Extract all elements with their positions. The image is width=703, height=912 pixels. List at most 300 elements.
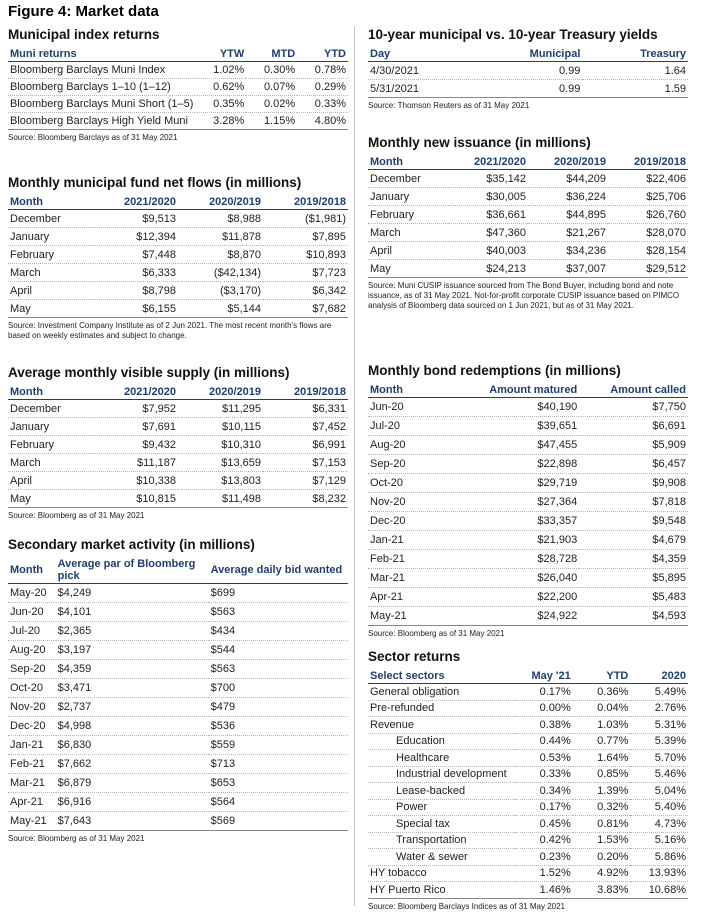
column-header: MTD <box>246 48 297 62</box>
table-row <box>368 783 688 800</box>
table-cell: April <box>368 242 448 260</box>
table-cell: Lease-backed <box>368 783 515 800</box>
table-cell: 1.03% <box>573 717 631 734</box>
column-header: 2019/2018 <box>263 196 348 210</box>
table-cell: Dec-20 <box>368 512 464 531</box>
table-cell: $26,760 <box>608 206 688 224</box>
column-header: Municipal <box>477 48 583 62</box>
table-row <box>368 799 688 816</box>
table-cell: $28,728 <box>464 550 579 569</box>
table-cell: Industrial development <box>368 766 515 783</box>
table-cell: $22,406 <box>608 170 688 188</box>
table-row <box>368 455 688 474</box>
column-header: May '21 <box>515 670 573 684</box>
table-cell: ($1,981) <box>263 210 348 228</box>
table-cell: $10,115 <box>178 418 263 436</box>
table-row <box>368 607 688 626</box>
table-cell: 5/31/2021 <box>368 80 477 98</box>
table-cell: $47,360 <box>448 224 528 242</box>
table-cell: $6,333 <box>93 264 178 282</box>
table-row <box>8 264 348 282</box>
table-cell: $10,893 <box>263 246 348 264</box>
column-header: YTW <box>195 48 246 62</box>
table-row <box>368 766 688 783</box>
table-cell: $7,153 <box>263 454 348 472</box>
table-cell: Bloomberg Barclays High Yield Muni <box>8 113 195 130</box>
table-cell: $4,359 <box>579 550 688 569</box>
table-cell: May-21 <box>368 607 464 626</box>
table-cell: 0.02% <box>246 96 297 113</box>
table-cell: Apr-21 <box>8 793 56 812</box>
source-note: Source: Bloomberg Barclays as of 31 May 2021 <box>8 133 178 142</box>
table-cell: Dec-20 <box>8 717 56 736</box>
table-cell: $28,154 <box>608 242 688 260</box>
table-cell: Jul-20 <box>8 622 56 641</box>
table-cell: $7,750 <box>579 398 688 417</box>
table-cell: $21,267 <box>528 224 608 242</box>
table-cell: December <box>368 170 448 188</box>
table-row <box>368 474 688 493</box>
table-cell: $9,432 <box>93 436 178 454</box>
table-cell: 0.53% <box>515 750 573 767</box>
column-header: Day <box>368 48 477 62</box>
table-cell: December <box>8 210 93 228</box>
table-cell: 5.31% <box>630 717 688 734</box>
table-row <box>8 96 348 113</box>
table-cell: 0.30% <box>246 62 297 79</box>
table-cell: $2,365 <box>56 622 209 641</box>
table-cell: $700 <box>209 679 348 698</box>
table-cell: March <box>8 264 93 282</box>
table-cell: $13,659 <box>178 454 263 472</box>
table-cell: March <box>368 224 448 242</box>
table-cell: $8,232 <box>263 490 348 508</box>
source-note: Source: Bloomberg as of 31 May 2021 <box>8 511 145 520</box>
table-cell: Aug-20 <box>368 436 464 455</box>
table-cell: February <box>368 206 448 224</box>
table-cell: $559 <box>209 736 348 755</box>
table-cell: 5.40% <box>630 799 688 816</box>
yields-table <box>368 48 688 98</box>
table-cell: Special tax <box>368 816 515 833</box>
table-row <box>8 641 348 660</box>
table-cell: $5,909 <box>579 436 688 455</box>
table-cell: Jun-20 <box>8 603 56 622</box>
table-cell: 5.70% <box>630 750 688 767</box>
table-row <box>8 454 348 472</box>
section-title: 10-year municipal vs. 10-year Treasury yields <box>368 27 658 42</box>
table-cell: $6,155 <box>93 300 178 318</box>
table-cell: $713 <box>209 755 348 774</box>
table-cell: $479 <box>209 698 348 717</box>
table-cell: 0.33% <box>297 96 348 113</box>
table-cell: $34,236 <box>528 242 608 260</box>
table-cell: 5.16% <box>630 832 688 849</box>
table-cell: January <box>8 228 93 246</box>
table-cell: $40,190 <box>464 398 579 417</box>
table-cell: 5.49% <box>630 684 688 701</box>
table-cell: 5.39% <box>630 733 688 750</box>
column-header: Average daily bid wanted <box>209 558 348 584</box>
table-row <box>368 588 688 607</box>
table-cell: 0.35% <box>195 96 246 113</box>
column-header: 2020/2019 <box>528 156 608 170</box>
table-cell: $4,249 <box>56 584 209 603</box>
column-header: 2019/2018 <box>263 386 348 400</box>
table-row <box>368 260 688 278</box>
table-cell: $7,682 <box>263 300 348 318</box>
table-cell: Bloomberg Barclays Muni Short (1–5) <box>8 96 195 113</box>
table-row <box>368 224 688 242</box>
table-cell: $36,224 <box>528 188 608 206</box>
table-cell: 2.76% <box>630 700 688 717</box>
column-header: 2021/2020 <box>448 156 528 170</box>
section-title: Sector returns <box>368 649 461 664</box>
table-row <box>8 793 348 812</box>
table-row <box>368 882 688 899</box>
table-cell: Bloomberg Barclays 1–10 (1–12) <box>8 79 195 96</box>
table-cell: Feb-21 <box>368 550 464 569</box>
fund-flows-section <box>8 174 348 364</box>
column-header: Muni returns <box>8 48 195 62</box>
table-cell: $653 <box>209 774 348 793</box>
column-header: Amount called <box>579 384 688 398</box>
table-row <box>368 733 688 750</box>
table-cell: Healthcare <box>368 750 515 767</box>
yields-section <box>368 26 688 134</box>
table-row <box>368 684 688 701</box>
secondary-section <box>8 536 348 844</box>
table-row <box>368 206 688 224</box>
table-header-row <box>8 196 348 210</box>
table-row <box>368 62 688 80</box>
table-cell: Nov-20 <box>368 493 464 512</box>
table-cell: Nov-20 <box>8 698 56 717</box>
table-cell: $9,908 <box>579 474 688 493</box>
table-header-row <box>8 558 348 584</box>
source-note: Source: Bloomberg as of 31 May 2021 <box>8 834 145 843</box>
table-cell: $563 <box>209 603 348 622</box>
column-header: Amount matured <box>464 384 579 398</box>
section-title: Secondary market activity (in millions) <box>8 537 255 552</box>
column-header: Month <box>8 386 93 400</box>
table-cell: April <box>8 282 93 300</box>
table-row <box>8 228 348 246</box>
table-cell: $3,471 <box>56 679 209 698</box>
source-note: Source: Muni CUSIP issuance sourced from The Bond Buyer, including bond and note issuance, as of 31 May 2021. Not-for-profit corporate CUSIP issuance based on PIMCO analysis of Bloomberg data sourced on 1 Jun 2021, but as of 31 May 2021. <box>368 281 680 310</box>
table-cell: 0.33% <box>515 766 573 783</box>
table-cell: $26,040 <box>464 569 579 588</box>
table-cell: April <box>8 472 93 490</box>
table-cell: $37,007 <box>528 260 608 278</box>
table-cell: $563 <box>209 660 348 679</box>
table-cell: 5.86% <box>630 849 688 866</box>
table-cell: $36,661 <box>448 206 528 224</box>
table-cell: $10,815 <box>93 490 178 508</box>
table-cell: May <box>8 490 93 508</box>
table-cell: $7,448 <box>93 246 178 264</box>
table-cell: $5,144 <box>178 300 263 318</box>
table-cell: Mar-21 <box>8 774 56 793</box>
table-cell: 0.42% <box>515 832 573 849</box>
table-cell: $6,691 <box>579 417 688 436</box>
table-cell: 0.81% <box>573 816 631 833</box>
column-header: 2020/2019 <box>178 386 263 400</box>
table-cell: Sep-20 <box>368 455 464 474</box>
table-cell: 13.93% <box>630 865 688 882</box>
table-cell: $536 <box>209 717 348 736</box>
table-cell: $7,691 <box>93 418 178 436</box>
table-cell: $10,338 <box>93 472 178 490</box>
table-cell: January <box>368 188 448 206</box>
table-header-row <box>8 48 348 62</box>
table-cell: $27,364 <box>464 493 579 512</box>
table-cell: $11,187 <box>93 454 178 472</box>
table-cell: Jan-21 <box>368 531 464 550</box>
sector-section <box>368 648 688 912</box>
table-cell: ($3,170) <box>178 282 263 300</box>
muni-index-section <box>8 26 348 174</box>
table-row <box>368 832 688 849</box>
table-cell: Education <box>368 733 515 750</box>
table-cell: $11,498 <box>178 490 263 508</box>
table-row <box>368 436 688 455</box>
column-header: YTD <box>297 48 348 62</box>
table-cell: HY Puerto Rico <box>368 882 515 899</box>
column-header: 2021/2020 <box>93 196 178 210</box>
table-cell: 0.38% <box>515 717 573 734</box>
redemptions-section <box>368 362 688 648</box>
table-cell: $4,101 <box>56 603 209 622</box>
table-cell: 0.34% <box>515 783 573 800</box>
table-cell: 0.00% <box>515 700 573 717</box>
table-row <box>8 62 348 79</box>
table-cell: $25,706 <box>608 188 688 206</box>
section-title: Monthly bond redemptions (in millions) <box>368 363 621 378</box>
table-cell: $24,213 <box>448 260 528 278</box>
table-row <box>8 246 348 264</box>
table-header-row <box>8 386 348 400</box>
table-row <box>368 865 688 882</box>
table-cell: Power <box>368 799 515 816</box>
table-cell: $28,070 <box>608 224 688 242</box>
table-cell: $4,359 <box>56 660 209 679</box>
table-cell: $6,342 <box>263 282 348 300</box>
table-cell: $7,895 <box>263 228 348 246</box>
table-cell: 0.77% <box>573 733 631 750</box>
table-cell: 0.17% <box>515 799 573 816</box>
table-cell: $30,005 <box>448 188 528 206</box>
table-cell: 0.32% <box>573 799 631 816</box>
table-cell: March <box>8 454 93 472</box>
table-header-row <box>368 156 688 170</box>
table-cell: 0.45% <box>515 816 573 833</box>
table-cell: $6,916 <box>56 793 209 812</box>
table-cell: $7,662 <box>56 755 209 774</box>
column-header: 2020/2019 <box>178 196 263 210</box>
table-cell: 0.44% <box>515 733 573 750</box>
table-cell: $44,895 <box>528 206 608 224</box>
table-cell: $6,830 <box>56 736 209 755</box>
source-note: Source: Bloomberg as of 31 May 2021 <box>368 629 505 638</box>
table-cell: 3.28% <box>195 113 246 130</box>
table-cell: Mar-21 <box>368 569 464 588</box>
column-header: Month <box>8 196 93 210</box>
table-cell: $11,295 <box>178 400 263 418</box>
column-header: YTD <box>573 670 631 684</box>
table-row <box>368 849 688 866</box>
table-cell: 0.07% <box>246 79 297 96</box>
table-cell: $7,452 <box>263 418 348 436</box>
table-row <box>368 417 688 436</box>
table-cell: 1.64% <box>573 750 631 767</box>
table-cell: Pre-refunded <box>368 700 515 717</box>
table-row <box>368 569 688 588</box>
table-cell: 0.78% <box>297 62 348 79</box>
section-title: Municipal index returns <box>8 27 160 42</box>
table-row <box>8 698 348 717</box>
table-cell: $7,129 <box>263 472 348 490</box>
table-cell: $7,643 <box>56 812 209 831</box>
table-cell: $569 <box>209 812 348 831</box>
table-cell: 0.17% <box>515 684 573 701</box>
table-row <box>8 79 348 96</box>
table-cell: $29,512 <box>608 260 688 278</box>
table-cell: $7,952 <box>93 400 178 418</box>
sector-table <box>368 670 688 899</box>
column-header: Month <box>368 156 448 170</box>
table-cell: $6,331 <box>263 400 348 418</box>
table-cell: 4.92% <box>573 865 631 882</box>
table-cell: January <box>8 418 93 436</box>
table-cell: $4,679 <box>579 531 688 550</box>
muni-index-table <box>8 48 348 130</box>
table-row <box>368 717 688 734</box>
figure-title: Figure 4: Market data <box>8 3 159 20</box>
table-cell: Bloomberg Barclays Muni Index <box>8 62 195 79</box>
table-row <box>368 700 688 717</box>
table-cell: Aug-20 <box>8 641 56 660</box>
table-cell: 0.36% <box>573 684 631 701</box>
table-row <box>8 472 348 490</box>
visible-supply-section <box>8 364 348 536</box>
table-cell: $33,357 <box>464 512 579 531</box>
table-row <box>368 188 688 206</box>
table-header-row <box>368 384 688 398</box>
column-header: 2019/2018 <box>608 156 688 170</box>
table-row <box>8 436 348 454</box>
table-cell: $13,803 <box>178 472 263 490</box>
table-cell: Feb-21 <box>8 755 56 774</box>
table-row <box>8 717 348 736</box>
table-cell: ($42,134) <box>178 264 263 282</box>
table-cell: $10,310 <box>178 436 263 454</box>
table-cell: 1.02% <box>195 62 246 79</box>
redemptions-table <box>368 384 688 626</box>
table-cell: $22,898 <box>464 455 579 474</box>
table-cell: 0.62% <box>195 79 246 96</box>
table-cell: Sep-20 <box>8 660 56 679</box>
section-title: Monthly new issuance (in millions) <box>368 135 591 150</box>
table-row <box>8 584 348 603</box>
table-cell: 0.23% <box>515 849 573 866</box>
table-row <box>8 400 348 418</box>
table-cell: February <box>8 436 93 454</box>
column-header: 2021/2020 <box>93 386 178 400</box>
table-cell: 0.99 <box>477 62 583 80</box>
table-cell: $35,142 <box>448 170 528 188</box>
table-cell: 0.85% <box>573 766 631 783</box>
table-row <box>368 170 688 188</box>
table-row <box>368 550 688 569</box>
table-header-row <box>368 670 688 684</box>
table-row <box>368 242 688 260</box>
table-cell: 1.39% <box>573 783 631 800</box>
table-row <box>8 282 348 300</box>
column-header: Month <box>8 558 56 584</box>
table-cell: $5,483 <box>579 588 688 607</box>
table-cell: $11,878 <box>178 228 263 246</box>
table-cell: $4,998 <box>56 717 209 736</box>
table-row <box>8 755 348 774</box>
table-cell: Jan-21 <box>8 736 56 755</box>
table-cell: $6,457 <box>579 455 688 474</box>
table-cell: 1.15% <box>246 113 297 130</box>
table-cell: 0.99 <box>477 80 583 98</box>
table-cell: 5.04% <box>630 783 688 800</box>
table-cell: 1.64 <box>582 62 688 80</box>
table-row <box>368 493 688 512</box>
table-cell: December <box>8 400 93 418</box>
table-cell: Jul-20 <box>368 417 464 436</box>
table-cell: 1.46% <box>515 882 573 899</box>
visible-supply-table <box>8 386 348 508</box>
table-cell: 4.80% <box>297 113 348 130</box>
table-cell: 1.53% <box>573 832 631 849</box>
table-cell: $9,548 <box>579 512 688 531</box>
table-cell: $5,895 <box>579 569 688 588</box>
table-cell: $544 <box>209 641 348 660</box>
table-row <box>8 418 348 436</box>
table-cell: 4/30/2021 <box>368 62 477 80</box>
table-cell: 1.59 <box>582 80 688 98</box>
table-cell: 4.73% <box>630 816 688 833</box>
table-cell: $44,209 <box>528 170 608 188</box>
table-cell: $22,200 <box>464 588 579 607</box>
table-cell: $3,197 <box>56 641 209 660</box>
table-cell: $4,593 <box>579 607 688 626</box>
table-row <box>8 113 348 130</box>
table-cell: 0.29% <box>297 79 348 96</box>
table-cell: Water & sewer <box>368 849 515 866</box>
table-row <box>8 210 348 228</box>
column-header: 2020 <box>630 670 688 684</box>
table-cell: May <box>8 300 93 318</box>
table-row <box>368 80 688 98</box>
section-title: Monthly municipal fund net flows (in millions) <box>8 175 302 190</box>
source-note: Source: Thomson Reuters as of 31 May 2021 <box>368 101 530 110</box>
secondary-table <box>8 558 348 831</box>
table-row <box>368 512 688 531</box>
table-row <box>368 816 688 833</box>
table-row <box>8 622 348 641</box>
table-row <box>368 531 688 550</box>
column-header: Month <box>368 384 464 398</box>
table-cell: Apr-21 <box>368 588 464 607</box>
table-cell: $6,991 <box>263 436 348 454</box>
source-note: Source: Bloomberg Barclays Indices as of 31 May 2021 <box>368 901 565 911</box>
table-cell: Jun-20 <box>368 398 464 417</box>
